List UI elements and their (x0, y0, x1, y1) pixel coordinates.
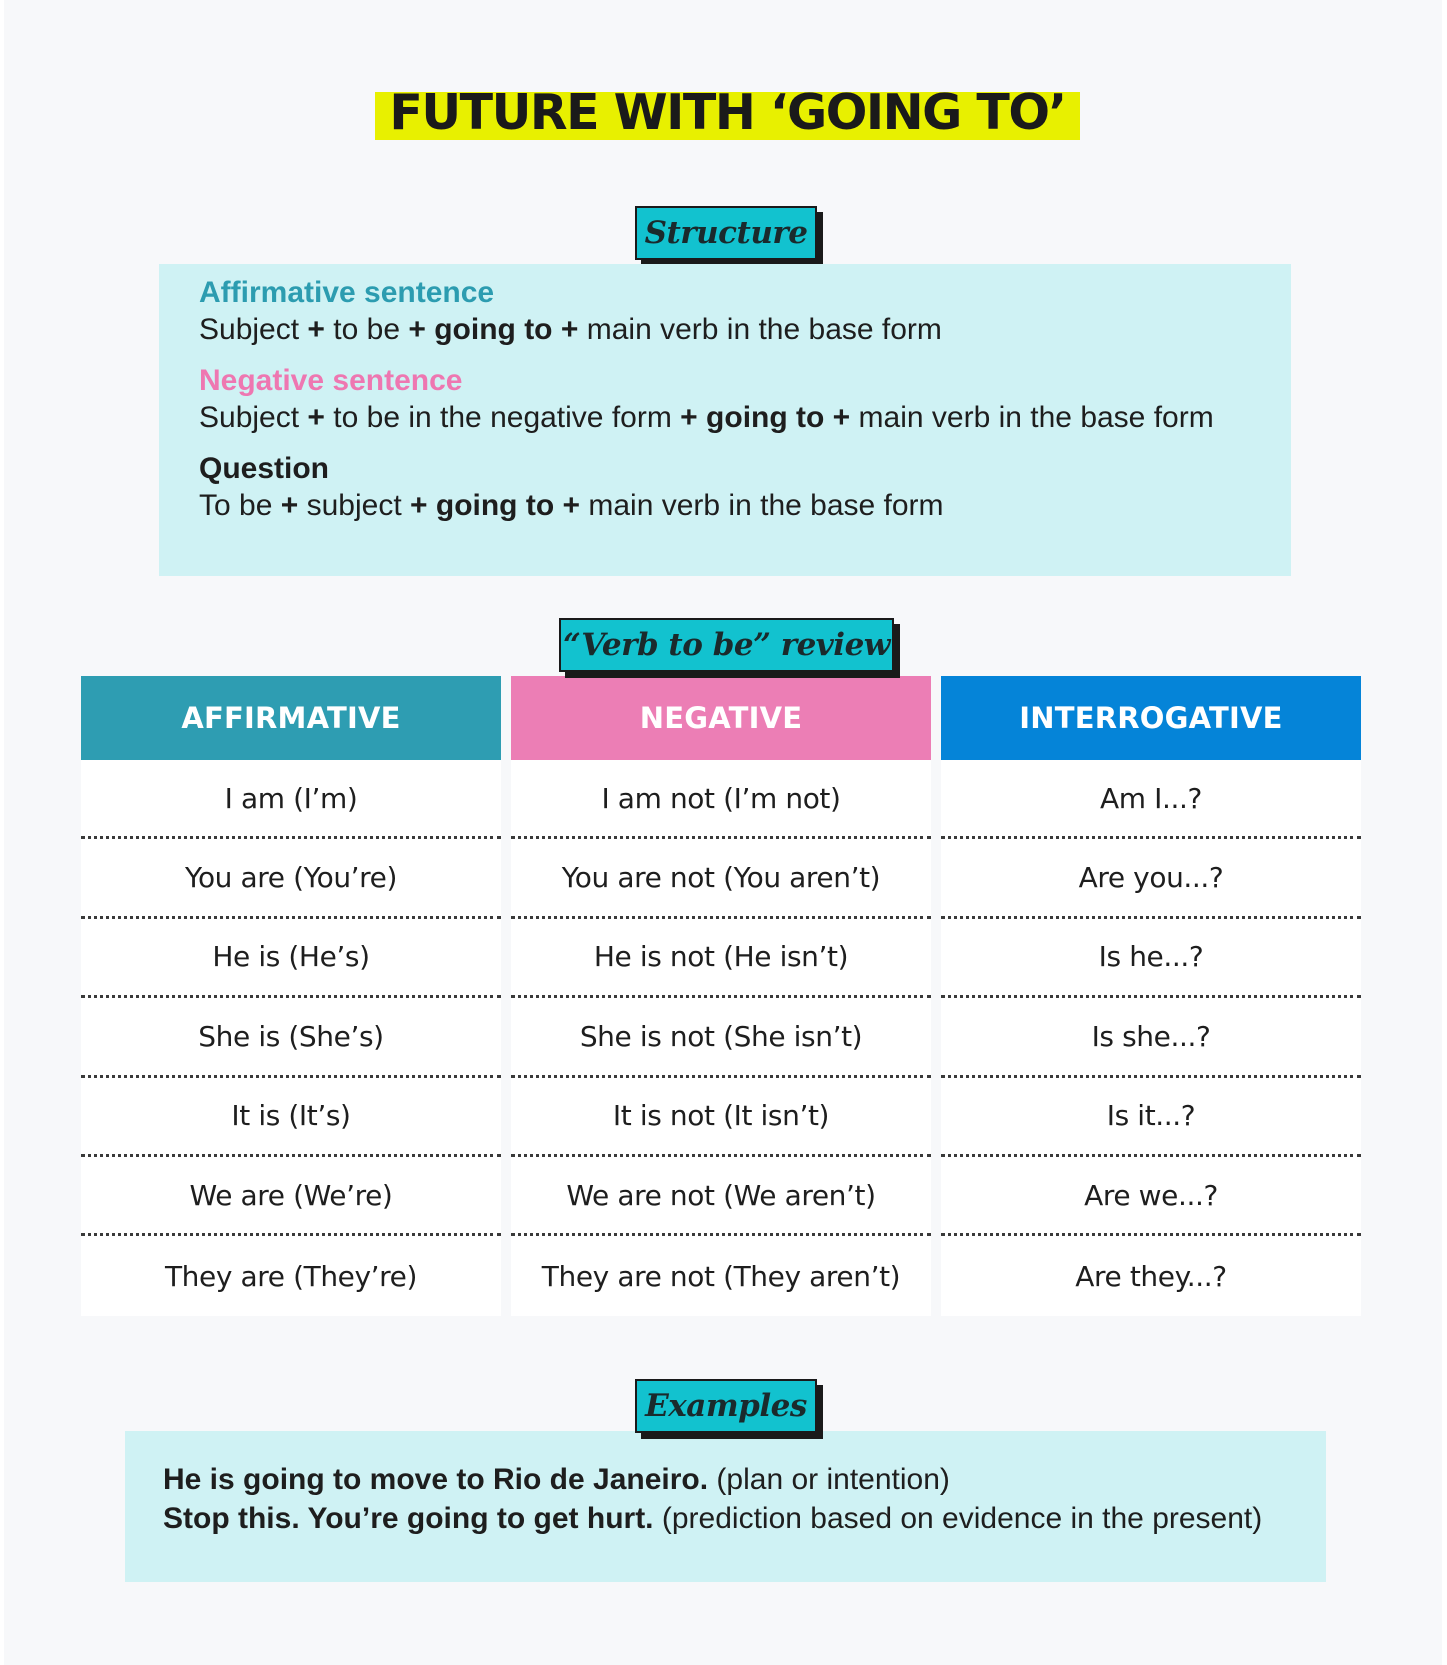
plus-sign: + (307, 313, 325, 346)
negative-header: NEGATIVE (511, 676, 931, 760)
formula-part: Subject (199, 313, 300, 346)
table-cell: She is not (She isn’t) (511, 998, 931, 1077)
table-cell: Are they...? (941, 1236, 1361, 1315)
plus-sign: + (560, 313, 579, 346)
formula-part: To be (199, 489, 273, 522)
table-cell: We are (We’re) (81, 1157, 501, 1236)
affirmative-column (81, 676, 501, 1316)
example-sentence: Stop this. You’re going to get hurt. (163, 1502, 654, 1535)
table-cell: He is not (He isn’t) (511, 919, 931, 998)
affirmative-heading: Affirmative sentence (199, 276, 495, 309)
formula-part: main verb in the base form (578, 313, 942, 346)
plus-sign: + (562, 489, 581, 522)
table-cell: Is she...? (941, 998, 1361, 1077)
formula-part: Subject (199, 401, 300, 434)
table-cell: It is (It’s) (81, 1078, 501, 1157)
example-line (163, 1502, 1262, 1536)
example-line (163, 1463, 950, 1497)
interrogative-header: INTERROGATIVE (941, 676, 1361, 760)
negative-column (511, 676, 931, 1316)
structure-panel (159, 264, 1291, 576)
formula-part: going to (427, 489, 563, 522)
plus-sign: + (410, 489, 428, 522)
table-cell: Is it...? (941, 1078, 1361, 1157)
table-cell: It is not (It isn’t) (511, 1078, 931, 1157)
formula-part: to be in the negative form (324, 401, 681, 434)
table-cell: I am (I’m) (81, 760, 501, 839)
table-cell: She is (She’s) (81, 998, 501, 1077)
table-cell: They are (They’re) (81, 1236, 501, 1315)
plus-sign: + (680, 401, 698, 434)
review-badge: “Verb to be” review (559, 618, 894, 672)
table-cell: Are we...? (941, 1157, 1361, 1236)
examples-panel (125, 1431, 1326, 1582)
affirmative-header: AFFIRMATIVE (81, 676, 501, 760)
formula-part: subject (298, 489, 410, 522)
table-cell: I am not (I’m not) (511, 760, 931, 839)
table-cell: We are not (We aren’t) (511, 1157, 931, 1236)
example-sentence: He is going to move to Rio de Janeiro. (163, 1463, 709, 1496)
page-title (375, 84, 1080, 141)
formula-part: main verb in the base form (580, 489, 944, 522)
examples-badge: Examples (635, 1379, 817, 1433)
question-heading: Question (199, 452, 330, 485)
infographic-page (4, 0, 1442, 1665)
example-note: (prediction based on evidence in the present) (653, 1502, 1263, 1535)
table-cell: Are you...? (941, 839, 1361, 918)
negative-heading: Negative sentence (199, 364, 463, 397)
question-formula (199, 489, 944, 523)
table-cell: They are not (They aren’t) (511, 1236, 931, 1315)
table-cell: He is (He’s) (81, 919, 501, 998)
plus-sign: + (280, 489, 299, 522)
table-cell: Am I...? (941, 760, 1361, 839)
plus-sign: + (408, 313, 426, 346)
interrogative-column (941, 676, 1361, 1316)
table-cell: You are not (You aren’t) (511, 839, 931, 918)
formula-part: to be (324, 313, 409, 346)
formula-part: going to (425, 313, 561, 346)
title-text: FUTURE WITH ‘GOING TO’ (389, 84, 1066, 141)
formula-part: main verb in the base form (850, 401, 1214, 434)
plus-sign: + (832, 401, 851, 434)
table-cell: You are (You’re) (81, 839, 501, 918)
formula-part: going to (697, 401, 833, 434)
plus-sign: + (307, 401, 325, 434)
table-cell: Is he...? (941, 919, 1361, 998)
negative-formula (199, 401, 1214, 435)
example-note: (plan or intention) (708, 1463, 950, 1496)
structure-badge: Structure (635, 206, 817, 260)
affirmative-formula (199, 313, 942, 347)
